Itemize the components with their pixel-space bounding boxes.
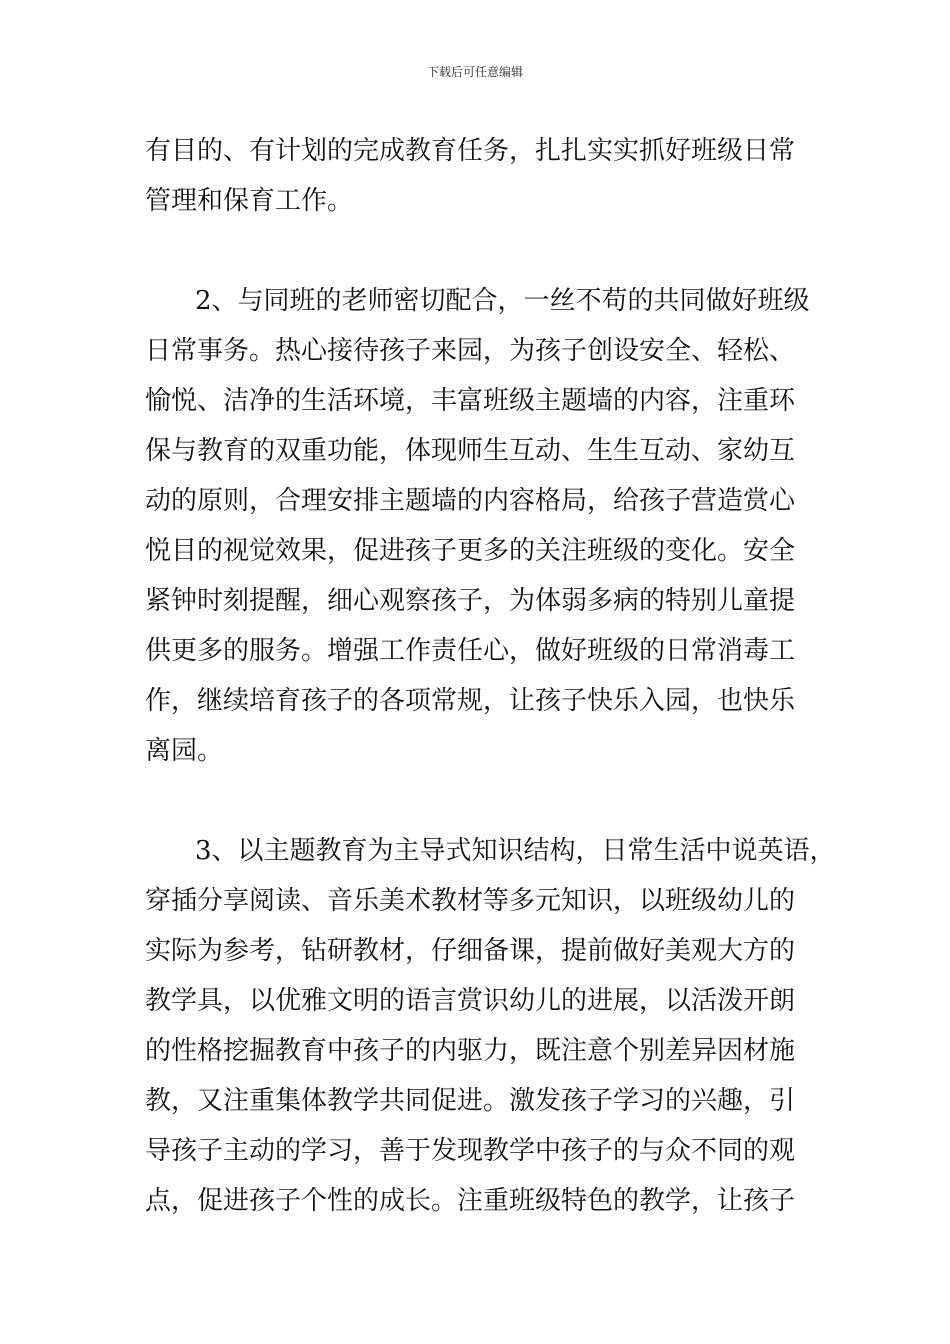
text-line: 教，又注重集体教学共同促进。激发孩子学习的兴趣，引 bbox=[145, 1086, 796, 1116]
text-line: 教学具，以优雅文明的语言赏识幼儿的进展，以活泼开朗 bbox=[145, 986, 796, 1016]
text-line: 悦目的视觉效果，促进孩子更多的关注班级的变化。安全 bbox=[145, 536, 796, 566]
text-line: 实际为参考，钻研教材，仔细备课，提前做好美观大方的 bbox=[145, 936, 796, 966]
text-line: 离园。 bbox=[145, 736, 224, 766]
paragraph-2 bbox=[145, 276, 817, 776]
text-line: 点，促进孩子个性的成长。注重班级特色的教学，让孩子 bbox=[145, 1186, 796, 1216]
paragraph-spacer bbox=[145, 776, 817, 826]
text-line: 愉悦、洁净的生活环境，丰富班级主题墙的内容，注重环 bbox=[145, 386, 796, 416]
text-line: 保与教育的双重功能，体现师生互动、生生互动、家幼互 bbox=[145, 436, 796, 466]
text-line: 3、以主题教育为主导式知识结构，日常生活中说英语， bbox=[195, 836, 836, 866]
text-line: 作，继续培育孩子的各项常规，让孩子快乐入园，也快乐 bbox=[145, 686, 796, 716]
document-body bbox=[145, 126, 836, 1226]
text-line: 的性格挖掘教育中孩子的内驱力，既注意个别差异因材施 bbox=[145, 1036, 796, 1066]
text-line: 供更多的服务。增强工作责任心，做好班级的日常消毒工 bbox=[145, 636, 796, 666]
paragraph-3 bbox=[145, 826, 836, 1226]
text-line: 导孩子主动的学习，善于发现教学中孩子的与众不同的观 bbox=[145, 1136, 796, 1166]
text-line: 紧钟时刻提醒，细心观察孩子，为体弱多病的特别儿童提 bbox=[145, 586, 796, 616]
page-header: 下载后可任意编辑 bbox=[426, 65, 523, 79]
text-line: 有目的、有计划的完成教育任务，扎扎实实抓好班级日常 bbox=[145, 136, 796, 166]
text-line: 日常事务。热心接待孩子来园，为孩子创设安全、轻松、 bbox=[145, 336, 796, 366]
paragraph-spacer bbox=[145, 226, 817, 276]
text-line: 穿插分享阅读、音乐美术教材等多元知识，以班级幼儿的 bbox=[145, 886, 796, 916]
text-line: 2、与同班的老师密切配合，一丝不苟的共同做好班级 bbox=[195, 286, 810, 316]
text-line: 动的原则，合理安排主题墙的内容格局，给孩子营造赏心 bbox=[145, 486, 796, 516]
text-line: 管理和保育工作。 bbox=[145, 186, 354, 216]
paragraph-1 bbox=[145, 126, 817, 226]
